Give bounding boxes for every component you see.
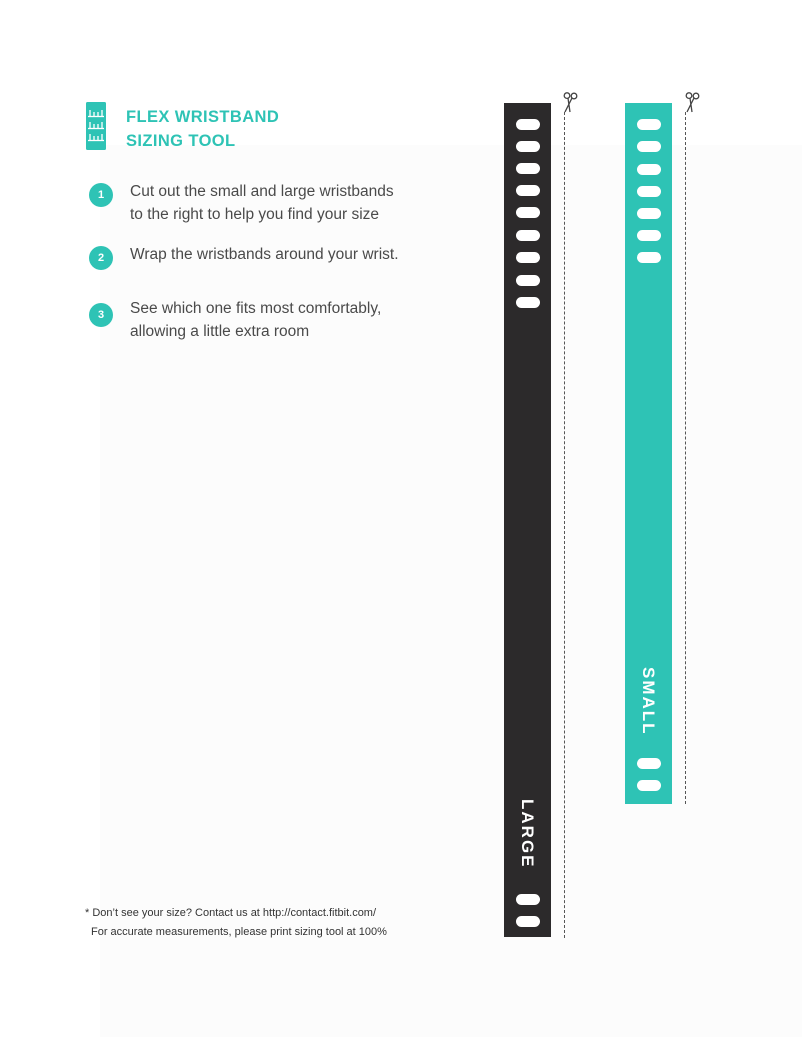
- band-hole: [637, 186, 661, 197]
- step-text: [130, 297, 470, 343]
- band-hole: [516, 185, 540, 196]
- band-hole: [637, 230, 661, 241]
- step-text-line-2: to the right to help you find your size: [130, 206, 380, 223]
- band-hole: [516, 207, 540, 218]
- page-title: [126, 105, 279, 153]
- band-hole: [516, 916, 540, 927]
- band-hole: [637, 141, 661, 152]
- step-text: [130, 243, 470, 266]
- step-3: [89, 297, 469, 347]
- step-text-line-1: Cut out the small and large wristbands: [130, 183, 394, 200]
- band-hole: [637, 780, 661, 791]
- band-hole: [516, 119, 540, 130]
- step-text-line-1: See which one fits most comfortably,: [130, 300, 382, 317]
- title-line-1: FLEX WRISTBAND: [126, 108, 280, 126]
- band-hole: [637, 164, 661, 175]
- step-1: [89, 180, 469, 230]
- step-2: [89, 243, 469, 273]
- band-hole: [516, 252, 540, 263]
- step-text-line-1: Wrap the wristbands around your wrist.: [130, 246, 399, 263]
- step-number-badge: 2: [89, 246, 113, 270]
- step-text: [130, 180, 470, 226]
- band-hole: [516, 297, 540, 308]
- band-hole: [516, 141, 540, 152]
- scissors-icon: [683, 92, 701, 114]
- band-hole: [637, 208, 661, 219]
- scissors-icon: [561, 92, 579, 114]
- band-hole: [637, 252, 661, 263]
- small-wristband: [625, 103, 672, 804]
- footnote-line-2: For accurate measurements, please print sizing tool at 100%: [91, 926, 387, 938]
- small-band-label: SMALL: [639, 667, 658, 736]
- band-hole: [516, 275, 540, 286]
- band-hole: [516, 163, 540, 174]
- footnote-line-1: * Don’t see your size? Contact us at http://contact.fitbit.com/: [85, 907, 377, 919]
- step-number-badge: 3: [89, 303, 113, 327]
- band-hole: [637, 758, 661, 769]
- large-band-label: LARGE: [518, 799, 537, 869]
- cut-line-small: [685, 112, 686, 804]
- band-hole: [637, 119, 661, 130]
- large-wristband: [504, 103, 551, 937]
- band-hole: [516, 894, 540, 905]
- title-line-2: SIZING TOOL: [126, 132, 236, 150]
- band-hole: [516, 230, 540, 241]
- step-text-line-2: allowing a little extra room: [130, 323, 310, 340]
- cut-line-large: [564, 112, 565, 938]
- ruler-icon: [86, 102, 106, 150]
- footnote: [85, 904, 387, 942]
- step-number-badge: 1: [89, 183, 113, 207]
